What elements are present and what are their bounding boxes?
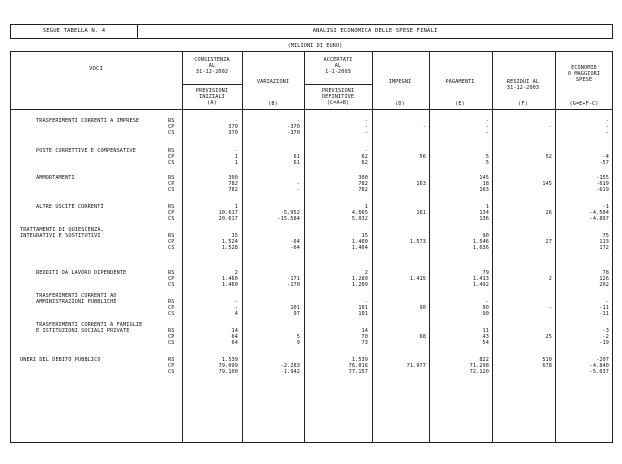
row-type-code: CP — [168, 181, 175, 187]
cell-e: 1.546 — [472, 239, 489, 245]
cell-c: 5.032 — [351, 216, 368, 222]
cell-d: 68 — [419, 334, 426, 340]
cell-g: -57 — [599, 160, 609, 166]
cell-a: 370 — [228, 130, 238, 136]
cell-g: -1 — [602, 204, 609, 210]
row-type-code: CP — [168, 239, 175, 245]
cell-b: -171 — [287, 276, 300, 282]
cell-b: 9 — [296, 340, 300, 346]
cell-c: 2 — [364, 270, 368, 276]
header-accertati-line: 1-1-2003 — [325, 69, 351, 75]
row-type-code: RS — [168, 299, 175, 305]
cell-g: 202 — [599, 282, 609, 288]
cell-b: 101 — [290, 305, 300, 311]
cell-d: 71.977 — [406, 363, 426, 369]
cell-b: -15.584 — [277, 216, 300, 222]
cell-a: 1.528 — [221, 245, 238, 251]
cell-c: 4.665 — [351, 210, 368, 216]
cell-a: 4 — [234, 311, 238, 317]
cell-b: -370 — [287, 124, 300, 130]
cell-c: 1.289 — [351, 276, 368, 282]
header-residui — [507, 79, 539, 91]
cell-b: -64 — [290, 239, 300, 245]
cell-a: 1 — [234, 154, 238, 160]
cell-e: 71.298 — [469, 363, 489, 369]
header-accertati-line: AL — [334, 63, 342, 69]
cell-g: 75 — [602, 233, 609, 239]
cell-c: 1.289 — [351, 282, 368, 288]
cell-f: 52 — [545, 154, 552, 160]
cell-d: 163 — [416, 181, 426, 187]
cell-g: 172 — [599, 245, 609, 251]
header-variazioni-code: (B) — [268, 101, 278, 107]
cell-b: -170 — [287, 282, 300, 288]
cell-e: - — [485, 130, 489, 136]
cell-a: 64 — [231, 340, 238, 346]
cell-a: - — [234, 305, 238, 311]
cell-c: 15 — [361, 233, 368, 239]
header-previsioni-definitive-line: PREVISIONI — [321, 88, 355, 94]
row-type-code: CS — [168, 160, 175, 166]
col-divider — [492, 51, 493, 443]
cell-g: -207 — [596, 357, 609, 363]
cell-a: 10.617 — [218, 210, 238, 216]
cell-c: 76.816 — [348, 363, 368, 369]
row-type-code: CP — [168, 363, 175, 369]
cell-g: -619 — [596, 187, 609, 193]
col-divider — [182, 51, 183, 443]
cell-a: 2 — [234, 270, 238, 276]
row-label: REDDITI DA LAVORO DIPENDENTE — [36, 270, 127, 276]
cell-e: 90 — [482, 233, 489, 239]
cell-g: -619 — [596, 181, 609, 187]
cell-f: 27 — [545, 239, 552, 245]
cell-e: 79 — [482, 270, 489, 276]
cell-c: 14 — [361, 328, 368, 334]
cell-e: 5 — [485, 160, 489, 166]
cell-a: - — [234, 148, 238, 154]
row-type-code: CS — [168, 245, 175, 251]
row-label: AMMINISTRAZIONI PUBBLICHE — [36, 299, 117, 305]
cell-e: - — [485, 299, 489, 305]
cell-c: - — [364, 299, 368, 305]
cell-c: 782 — [358, 187, 368, 193]
cell-b: -5.952 — [280, 210, 300, 216]
cell-f: 678 — [542, 363, 552, 369]
cell-d: 1.573 — [409, 239, 426, 245]
row-type-code: RS — [168, 270, 175, 276]
cell-a: 79.100 — [218, 369, 238, 375]
header-voci: VOCI — [89, 66, 103, 72]
cell-g: - — [605, 130, 609, 136]
cell-f: - — [548, 124, 552, 130]
cell-e: - — [485, 118, 489, 124]
header-bottom-rule — [10, 109, 613, 110]
header-economie-line: SPESE — [575, 77, 593, 83]
cell-f: 145 — [542, 181, 552, 187]
cell-c: 300 — [358, 175, 368, 181]
cell-g: -4.504 — [589, 210, 609, 216]
col-divider — [429, 51, 430, 443]
row-type-code: CS — [168, 340, 175, 346]
cell-a: - — [234, 299, 238, 305]
cell-a: - — [234, 118, 238, 124]
cell-g: -19 — [599, 340, 609, 346]
row-type-code: CP — [168, 154, 175, 160]
row-type-code: CP — [168, 305, 175, 311]
header-economie-code: (G=E+F-C) — [569, 101, 599, 107]
cell-a: 1.524 — [221, 239, 238, 245]
cell-a: 1 — [234, 160, 238, 166]
cell-c: 101 — [358, 305, 368, 311]
row-type-code: CS — [168, 216, 175, 222]
header-previsioni-definitive — [322, 88, 354, 106]
row-type-code: CP — [168, 210, 175, 216]
cell-a: 64 — [231, 334, 238, 340]
cell-d: 1.415 — [409, 276, 426, 282]
cell-d: - — [422, 124, 426, 130]
row-label: ALTRE USCITE CORRENTI — [36, 204, 104, 210]
row-label: TRATTAMENTI DI QUIESCENZA, — [20, 227, 104, 233]
cell-c: - — [364, 130, 368, 136]
cell-b: 61 — [293, 154, 300, 160]
cell-e: 18 — [482, 181, 489, 187]
cell-g: -11 — [599, 305, 609, 311]
header-economie — [568, 65, 600, 83]
row-label: TRASFERIMENTI CORRENTI A IMPRESE — [36, 118, 140, 124]
cell-g: 126 — [599, 276, 609, 282]
header-residui-line: RESIDUI AL — [506, 79, 540, 85]
cell-b: - — [296, 181, 300, 187]
cell-c: 62 — [361, 160, 368, 166]
cell-e: 136 — [479, 216, 489, 222]
row-type-code: CP — [168, 124, 175, 130]
cell-g: - — [605, 124, 609, 130]
row-type-code: CS — [168, 187, 175, 193]
cell-c: 1 — [364, 204, 368, 210]
cell-g: -2 — [602, 334, 609, 340]
unit-label: (MILIONI DI EURO) — [287, 43, 343, 49]
row-type-code: CS — [168, 311, 175, 317]
cell-c: 1.460 — [351, 239, 368, 245]
cell-f: 25 — [545, 334, 552, 340]
cell-g: -4.840 — [589, 363, 609, 369]
cell-a: 1.539 — [221, 357, 238, 363]
cell-d: 161 — [416, 210, 426, 216]
header-residui-code: (F) — [518, 101, 528, 107]
header-economie-line: O MAGGIORI — [567, 71, 601, 77]
cell-c: - — [364, 148, 368, 154]
cell-e: 90 — [482, 311, 489, 317]
cell-f: 2 — [548, 276, 552, 282]
header-economie-line: ECONOMIE — [571, 65, 597, 71]
header-pagamenti-code: (E) — [455, 101, 465, 107]
cell-e: 54 — [482, 340, 489, 346]
cell-b: -2.283 — [280, 363, 300, 369]
cell-a: 782 — [228, 187, 238, 193]
cell-e: 72.120 — [469, 369, 489, 375]
cell-g: -155 — [596, 175, 609, 181]
cell-b: - — [296, 118, 300, 124]
row-label: TRASFERIMENTI CORRENTI AD — [36, 293, 117, 299]
cell-f: - — [548, 305, 552, 311]
row-type-code: CP — [168, 276, 175, 282]
cell-b: 61 — [293, 160, 300, 166]
cell-b: - — [296, 187, 300, 193]
cell-c: 782 — [358, 181, 368, 187]
cell-e: 134 — [479, 210, 489, 216]
row-label: ONERI DEL DEBITO PUBBLICO — [20, 357, 101, 363]
cell-d: 56 — [419, 154, 426, 160]
cell-c: 62 — [361, 154, 368, 160]
cell-g: -5.037 — [589, 369, 609, 375]
subheader-rule — [182, 84, 242, 85]
cell-d: 90 — [419, 305, 426, 311]
cell-c: - — [364, 124, 368, 130]
table-title: ANALISI ECONOMICA DELLE SPESE FINALI — [312, 28, 438, 34]
cell-e: 43 — [482, 334, 489, 340]
row-type-code: CS — [168, 282, 175, 288]
cell-g: - — [605, 118, 609, 124]
col-divider — [372, 51, 373, 443]
cell-a: 14 — [231, 328, 238, 334]
cell-a: 1.460 — [221, 276, 238, 282]
col-divider — [242, 51, 243, 443]
cell-c: 73 — [361, 340, 368, 346]
header-previsioni-definitive-line: DEFINITIVE — [321, 94, 355, 100]
cell-e: 145 — [479, 175, 489, 181]
cell-c: 101 — [358, 311, 368, 317]
cell-b: -64 — [290, 245, 300, 251]
header-impegni-code: (D) — [395, 101, 405, 107]
header-pagamenti: PAGAMENTI — [445, 79, 475, 85]
col-divider — [555, 51, 556, 443]
row-type-code: RS — [168, 148, 175, 154]
header-consistenza-line: CONSISTENZA — [194, 57, 230, 63]
header-impegni: IMPEGNI — [388, 79, 412, 85]
row-label: INTEGRATIVI E SOSTITUTIVI — [20, 233, 101, 239]
cell-g: -11 — [599, 311, 609, 317]
cell-a: 1 — [234, 204, 238, 210]
col-divider — [304, 51, 305, 443]
row-label: AMMORTAMENTI — [36, 175, 75, 181]
header-consistenza-line: 31-12-2002 — [195, 69, 229, 75]
cell-e: 11 — [482, 328, 489, 334]
cell-e: 1 — [485, 204, 489, 210]
cell-g: -3 — [602, 328, 609, 334]
header-accertati-line: ACCERTATI — [323, 57, 353, 63]
header-accertati — [323, 57, 352, 75]
cell-a: 782 — [228, 181, 238, 187]
cell-b: 5 — [296, 334, 300, 340]
cell-e: 1.492 — [472, 282, 489, 288]
cell-g: 113 — [599, 239, 609, 245]
cell-c: 70 — [361, 334, 368, 340]
cell-a: 15 — [231, 233, 238, 239]
row-type-code: CS — [168, 369, 175, 375]
row-type-code: CS — [168, 130, 175, 136]
cell-c: 1.539 — [351, 357, 368, 363]
cell-f: 510 — [542, 357, 552, 363]
row-label: POSTE CORRETTIVE E COMPENSATIVE — [36, 148, 136, 154]
cell-c: - — [364, 118, 368, 124]
row-type-code: RS — [168, 204, 175, 210]
header-variazioni: VARIAZIONI — [256, 79, 290, 85]
cell-e: - — [485, 124, 489, 130]
cell-a: 20.617 — [218, 216, 238, 222]
header-previsioni-iniziali-line: INIZIALI — [199, 94, 225, 100]
row-type-code: RS — [168, 118, 175, 124]
header-consistenza — [194, 57, 229, 75]
header-previsioni-iniziali-line: (A) — [207, 100, 217, 106]
header-previsioni-iniziali — [196, 88, 228, 106]
cell-g: -4 — [602, 154, 609, 160]
row-type-code: RS — [168, 328, 175, 334]
subheader-rule — [304, 84, 372, 85]
row-type-code: RS — [168, 357, 175, 363]
header-previsioni-iniziali-line: PREVISIONI — [195, 88, 229, 94]
cell-c: 1.464 — [351, 245, 368, 251]
cell-g: 78 — [602, 270, 609, 276]
header-consistenza-line: AL — [208, 63, 216, 69]
header-residui-line: 31-12-2003 — [506, 85, 540, 91]
cell-b: -1.942 — [280, 369, 300, 375]
cell-c: 77.157 — [348, 369, 368, 375]
cell-e: 90 — [482, 305, 489, 311]
row-type-code: CP — [168, 334, 175, 340]
cell-b: 97 — [293, 311, 300, 317]
cell-a: 370 — [228, 124, 238, 130]
cell-e: 822 — [479, 357, 489, 363]
row-type-code: RS — [168, 233, 175, 239]
cell-f: 26 — [545, 210, 552, 216]
row-label: E ISTITUZIONI SOCIALI PRIVATE — [36, 328, 130, 334]
cell-g: - — [605, 299, 609, 305]
cell-e: 1.636 — [472, 245, 489, 251]
cell-a: 300 — [228, 175, 238, 181]
row-label: TRASFERIMENTI CORRENTI A FAMIGLIE — [36, 322, 143, 328]
cell-e: 1.413 — [472, 276, 489, 282]
cell-a: 1.460 — [221, 282, 238, 288]
cell-a: 79.099 — [218, 363, 238, 369]
cell-g: -4.897 — [589, 216, 609, 222]
cell-e: 163 — [479, 187, 489, 193]
header-previsioni-definitive-line: (C=A+B) — [326, 100, 350, 106]
row-type-code: RS — [168, 175, 175, 181]
tab-label: SEGUE TABELLA N. 4 — [42, 28, 106, 34]
cell-e: 5 — [485, 154, 489, 160]
cell-b: -370 — [287, 130, 300, 136]
